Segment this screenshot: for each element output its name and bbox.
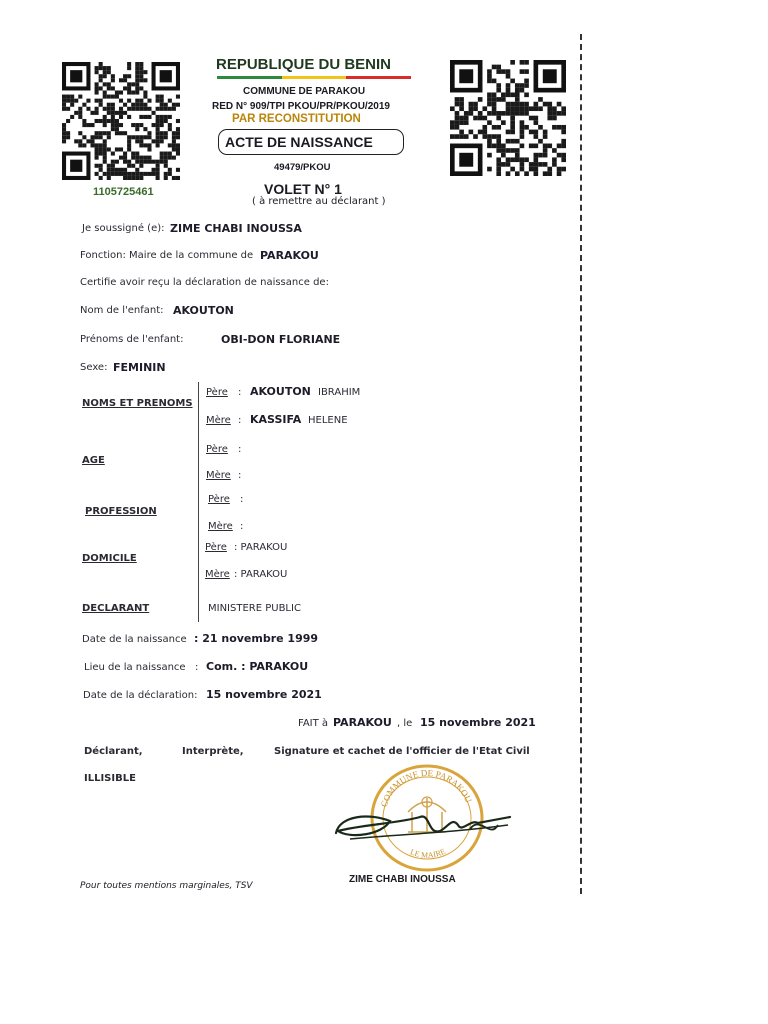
- domicile-pere-label: Père: [205, 542, 227, 553]
- declaration-date-value: 15 novembre 2021: [206, 688, 322, 701]
- volet-note: ( à remettre au déclarant ): [252, 196, 386, 207]
- mere-nom: KASSIFA: [250, 413, 302, 426]
- age-mere-colon: :: [238, 470, 242, 481]
- cut-line: [580, 34, 582, 894]
- pere-label: Père: [206, 387, 228, 398]
- fait-a-label: FAIT à: [298, 718, 329, 729]
- profession-mere-label: Mère: [208, 521, 233, 532]
- qr-code-left: [60, 62, 182, 180]
- domicile-mere-value: : PARAKOU: [234, 569, 288, 580]
- acte-number: 49479/PKOU: [274, 162, 331, 173]
- domicile-mere-label: Mère: [205, 569, 230, 580]
- mere-label: Mère: [206, 415, 231, 426]
- pere-prenom: IBRAHIM: [318, 387, 361, 398]
- profession-pere-colon: :: [240, 494, 244, 505]
- domicile-label: DOMICILE: [82, 553, 137, 564]
- sexe-value: FEMININ: [113, 361, 166, 374]
- age-mere-label: Mère: [206, 470, 231, 481]
- reference-number: RED N° 909/TPI PKOU/PR/PKOU/2019: [212, 101, 390, 112]
- declaration-date-label: Date de la déclaration:: [83, 690, 198, 701]
- pere-colon: :: [238, 387, 242, 398]
- mere-colon: :: [238, 415, 242, 426]
- naissance-date-value: : 21 novembre 1999: [194, 632, 319, 645]
- sexe-label: Sexe:: [80, 362, 108, 373]
- fait-le-label: , le: [397, 718, 413, 729]
- domicile-pere-value: : PARAKOU: [234, 542, 288, 553]
- interprete-label: Interprète,: [182, 746, 244, 757]
- fait-date: 15 novembre 2021: [420, 716, 536, 729]
- qr-id: 1105725461: [93, 186, 154, 198]
- profession-label: PROFESSION: [85, 506, 157, 517]
- noms-prenoms-label: NOMS ET PRENOMS: [82, 398, 193, 409]
- signature-officier-label: Signature et cachet de l'officier de l'Etat Civil: [274, 746, 530, 757]
- nom-enfant-value: AKOUTON: [173, 304, 234, 317]
- flag-yellow: [282, 76, 347, 79]
- soussigne-label: Je soussigné (e):: [82, 223, 165, 234]
- flag-red: [346, 76, 411, 79]
- stamp-top-text: COMMUNE DE PARAKOU: [378, 767, 474, 809]
- pere-nom: AKOUTON: [250, 385, 311, 398]
- fonction-label: Fonction: Maire de la commune de: [80, 250, 254, 261]
- certifie-text: Certifie avoir reçu la déclaration de naissance de:: [80, 277, 329, 288]
- age-pere-label: Père: [206, 444, 228, 455]
- republic-title: REPUBLIQUE DU BENIN: [216, 56, 392, 73]
- declarant-label: DECLARANT: [82, 603, 150, 614]
- fait-lieu: PARAKOU: [333, 716, 392, 729]
- age-pere-colon: :: [238, 444, 242, 455]
- reconstitution-label: PAR RECONSTITUTION: [232, 113, 361, 125]
- naissance-lieu-colon: :: [195, 662, 199, 673]
- officer-name: ZIME CHABI INOUSSA: [349, 874, 456, 885]
- document-title: ACTE DE NAISSANCE: [225, 134, 373, 150]
- prenoms-enfant-label: Prénoms de l'enfant:: [80, 334, 184, 345]
- table-divider: [198, 382, 199, 622]
- profession-mere-colon: :: [240, 521, 244, 532]
- mere-prenom: HELENE: [308, 415, 348, 426]
- illisible-label: ILLISIBLE: [84, 773, 136, 784]
- age-label: AGE: [82, 455, 105, 466]
- stamp-bottom-text: LE MAIRE: [408, 846, 447, 860]
- prenoms-enfant-value: OBI-DON FLORIANE: [221, 333, 341, 346]
- declarant-value: MINISTERE PUBLIC: [208, 603, 301, 614]
- profession-pere-label: Père: [208, 494, 230, 505]
- handwritten-signature: [330, 795, 520, 855]
- qr-code-right: [448, 60, 568, 176]
- nom-enfant-label: Nom de l'enfant:: [80, 305, 164, 316]
- mentions-marginales: Pour toutes mentions marginales, TSV: [80, 881, 253, 891]
- fonction-value: PARAKOU: [260, 249, 319, 262]
- naissance-lieu-label-text: Lieu de la naissance: [84, 662, 186, 673]
- flag-stripe: [217, 76, 411, 79]
- declarant-signature-label: Déclarant,: [84, 746, 143, 757]
- flag-green: [217, 76, 282, 79]
- soussigne-value: ZIME CHABI INOUSSA: [170, 222, 302, 235]
- volet-title: VOLET N° 1: [264, 181, 342, 197]
- naissance-lieu-value: Com. : PARAKOU: [206, 660, 309, 673]
- naissance-date-label: Date de la naissance: [82, 634, 187, 645]
- commune-title: COMMUNE DE PARAKOU: [243, 86, 366, 97]
